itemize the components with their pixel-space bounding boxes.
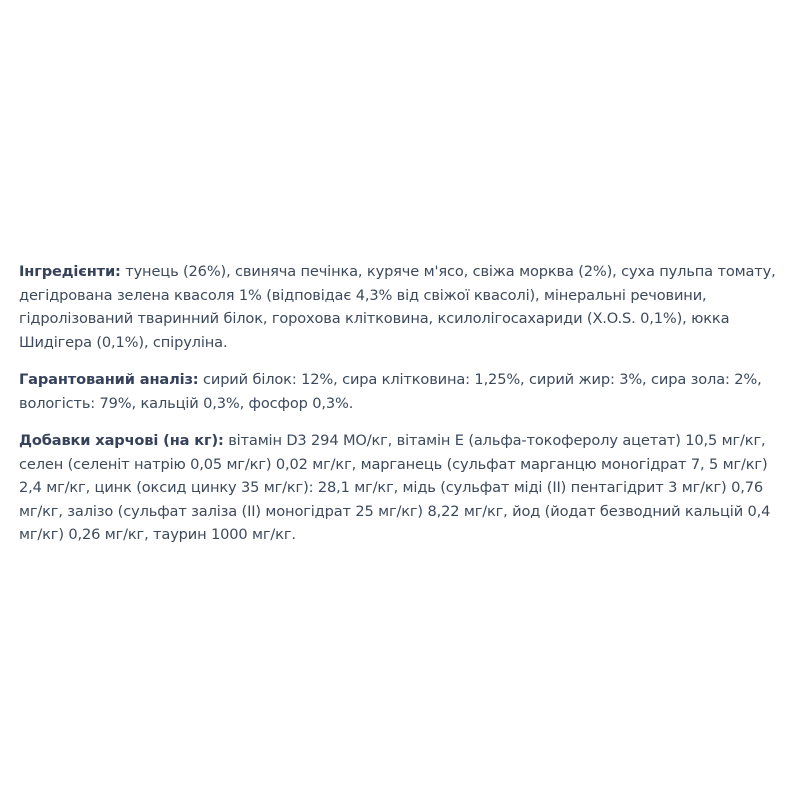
additives-label: Добавки харчові (на кг): <box>19 432 224 449</box>
additives-paragraph <box>19 429 789 547</box>
ingredients-text: тунець (26%), свиняча печінка, куряче м'ясо, свіжа морква (2%), суха пульпа томату, дегідрована зелена квасоля 1% (відповідає 4,3% від свіжої квасолі), мінеральні речовини, гідролізований тваринний білок, горохова клітковина, ксилолігосахариди (X.O.S. 0,1%), юкка Шидігера (0,1%), спіруліна. <box>19 263 776 351</box>
product-composition <box>19 260 789 561</box>
ingredients-paragraph <box>19 260 789 354</box>
guaranteed-analysis-paragraph <box>19 368 789 415</box>
guaranteed-analysis-label: Гарантований аналіз: <box>19 371 199 388</box>
ingredients-label: Інгредієнти: <box>19 263 121 280</box>
guaranteed-analysis-text: сирий білок: 12%, сира клітковина: 1,25%, сирий жир: 3%, сира зола: 2%, вологість: 79%, кальцій 0,3%, фосфор 0,3%. <box>19 371 762 412</box>
additives-text: вітамін D3 294 МО/кг, вітамін Е (альфа-токоферолу ацетат) 10,5 мг/кг, селен (селеніт натрію 0,05 мг/кг) 0,02 мг/кг, марганець (сульфат марганцю моногідрат 7, 5 мг/кг) 2,4 мг/кг, цинк (оксид цинку 35 мг/кг): 28,1 мг/кг, мідь (сульфат міді (II) пентагідрит 3 мг/кг) 0,76 мг/кг, залізо (сульфат заліза (II) моногідрат 25 мг/кг) 8,22 мг/кг, йод (йодат безводний кальцій 0,4 мг/кг) 0,26 мг/кг, таурин 1000 мг/кг. <box>19 432 771 543</box>
